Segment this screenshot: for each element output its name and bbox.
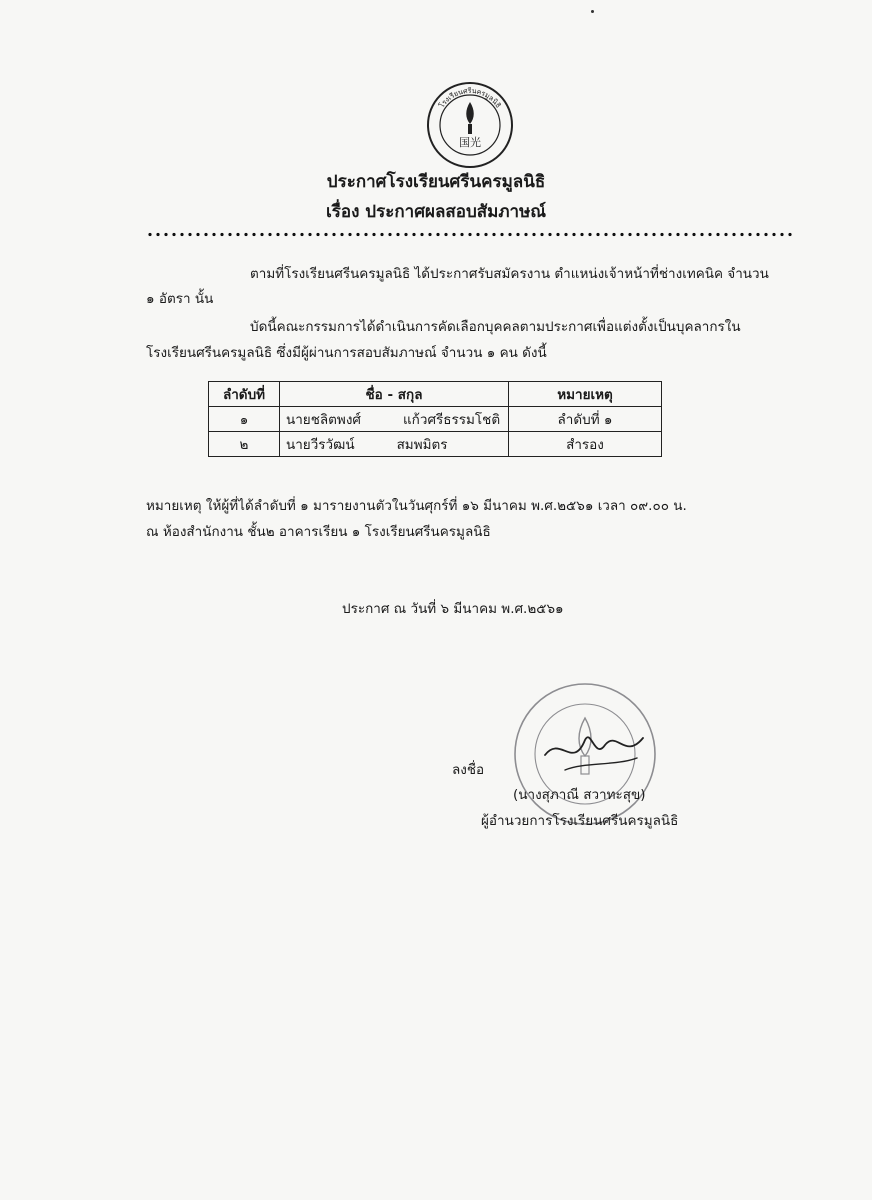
signer-name: (นางสุภาณี สวาทะสุข) [513,787,646,803]
table-header-row [209,382,662,407]
column-header-order: ลำดับที่ [209,382,280,407]
sign-label: ลงชื่อ [452,762,485,778]
column-header-name: ชื่อ - สกุล [280,382,509,407]
dotted-divider [146,232,794,237]
paragraph-2-line-2: โรงเรียนศรีนครมูลนิธิ ซึ่งมีผู้ผ่านการสอบสัมภาษณ์ จำนวน ๑ คน ดังนี้ [146,345,547,361]
first-name: นายชลิตพงศ์ [286,412,361,428]
announcement-date: ประกาศ ณ วันที่ ๖ มีนาคม พ.ศ.๒๕๖๑ [342,601,564,617]
last-name: แก้วศรีธรรมโชติ [402,412,501,428]
signer-position: ผู้อำนวยการโรงเรียนศรีนครมูลนิธิ [481,813,679,829]
announcement-subject: เรื่อง ประกาศผลสอบสัมภาษณ์ [325,202,547,222]
cell-name [280,407,509,432]
remark-line-1: หมายเหตุ ให้ผู้ที่ได้ลำดับที่ ๑ มารายงานตัวในวันศุกร์ที่ ๑๖ มีนาคม พ.ศ.๒๕๖๑ เวลา ๐๙.๐๐ น. [146,498,687,514]
cell-note: ลำดับที่ ๑ [509,407,662,432]
first-name: นายวีรวัฒน์ [286,437,355,453]
school-emblem-icon [425,80,515,170]
column-header-note: หมายเหตุ [509,382,662,407]
announcement-title: ประกาศโรงเรียนศรีนครมูลนิธิ [326,172,546,192]
emblem-center-text: 国光 [459,136,481,149]
speck [591,10,594,13]
paragraph-1-line-2: ๑ อัตรา นั้น [146,291,214,307]
cell-name [280,432,509,457]
paragraph-1-line-1: ตามที่โรงเรียนศรีนครมูลนิธิ ได้ประกาศรับสมัครงาน ตำแหน่งเจ้าหน้าที่ช่างเทคนิค จำนวน [250,266,769,282]
cell-note: สำรอง [509,432,662,457]
table-row [209,407,662,432]
results-table [208,381,662,457]
emblem-text: โรงเรียนศรีนครมูลนิธิ [437,86,503,110]
table-row [209,432,662,457]
paragraph-2-line-1: บัดนี้คณะกรรมการได้ดำเนินการคัดเลือกบุคคลตามประกาศเพื่อแต่งตั้งเป็นบุคลากรใน [250,319,741,335]
cell-order: ๑ [209,407,280,432]
cell-order: ๒ [209,432,280,457]
remark-line-2: ณ ห้องสำนักงาน ชั้น๒ อาคารเรียน ๑ โรงเรียนศรีนครมูลนิธิ [146,524,491,540]
last-name: สมพมิตร [396,437,448,453]
